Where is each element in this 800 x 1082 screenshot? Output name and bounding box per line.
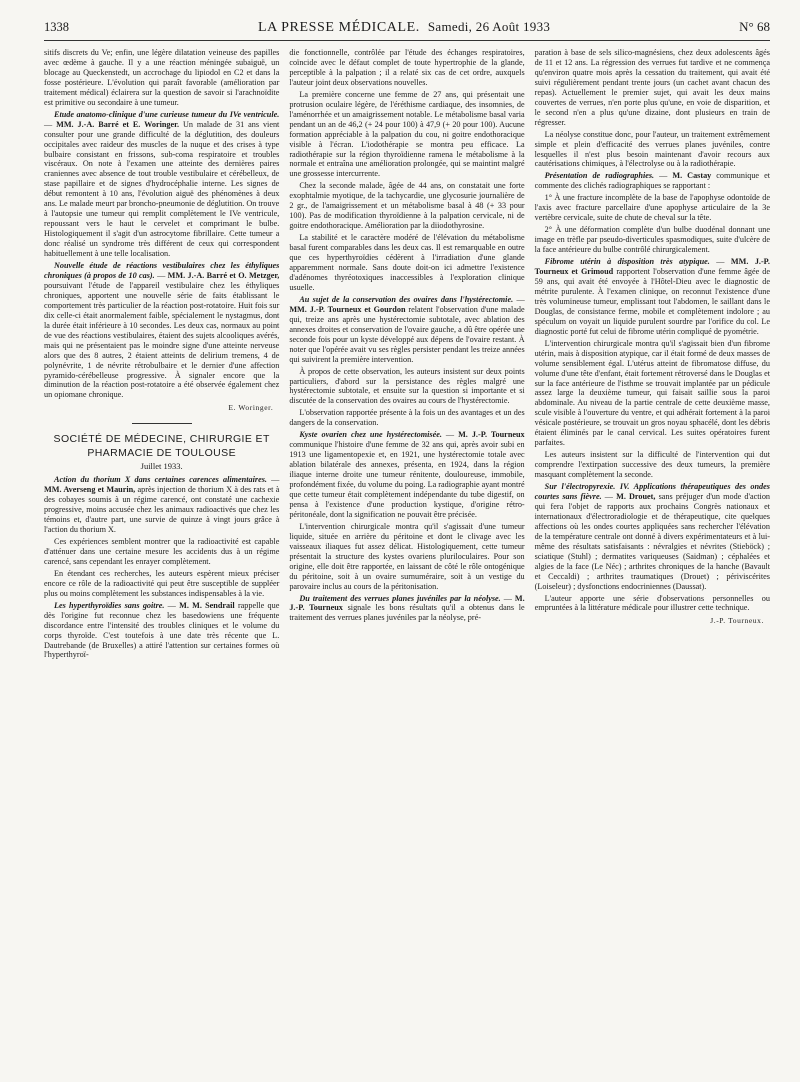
issue-number: N° 68 [739,19,770,34]
section-heading: Du traitement des verrues planes juvéniles par la néolyse. [299,593,501,603]
paragraph: En étendant ces recherches, les auteurs espèrent mieux préciser encore ce rôle de la radioactivité qui peut être susceptible de suppléer plus ou moins complètement les substances indispensables à la vie. [44,568,280,598]
signature: E. Woringer. [228,403,274,413]
column-2 [289,48,524,662]
paragraph: La stabilité et le caractère modéré de l'élévation du métabolisme basal furent comparables dans les deux cas. Il est remarquable en outre que ces hyperthyroïdies cédèrent à l'irradiation d'une glande apparemment normale. Sans doute doit-on ici admettre l'existence d'adénomes thyréotoxiques inaccessibles à l'exploration clinique usuelle. [289,233,525,292]
section-body: sans préjuger d'un mode d'action qui fera l'objet de rapports aux prochains Congrès nationaux et internationaux d'électroradiologie et de thérapeutique, cite quelques affections où les ondes courtes appliquées sans rechercher l'élévation de la température centrale ont donné à divers expérimentateurs et à lui-même des résultats satisfaisants : névralgies et névrites (Stieböck) ; sciatique (Stuhl) ; dermatites variqueuses (Saidman) ; céphalées et algies de la face (Le Néc) ; arthrites chroniques de la hanche (Bavault et Ceccaldi) ; arthrites traumatiques (Drouet) ; périviscérites (Loiseleur) ; dysfonctions endocriniennes (Daussat). [534,491,771,591]
section-authors: MM. J.-A. Barré et O. Metzger, [167,270,280,280]
paragraph: paration à base de sels silico-magnésiens, chez deux adolescents âgés de 11 et 12 ans. La régression des verrues fut tardive et ne commença qu'environ quatre mois après la cessation du traitement, qui avait été suivi régulièrement pendant trente jours (un cachet avant chacun des repas). Actuellement le premier sujet, qui avait les deux mains couvertes de verrues, n'en porte plus qu'une, en voie de disparition, et le second n'en a plus qu'une dizaine, dont plusieurs en train de régresser. [534,48,770,127]
section-authors: MM. J.-P. Tourneux et Gourdon [289,304,406,314]
section-body: rapportent l'observation d'une femme âgée de 59 ans, qui avait été envoyée à l'Hôtel-Dieu avec le diagnostic de métrite purulente. À l'examen clinique, on reconnut l'existence d'une très volumineuse tumeur, emplissant tout l'abdomen, le saillant dans le Douglas, de consistance ferme, mobile et complètement indolore ; au spéculum on voyait un liquide purulent sourdre par l'orifice du col. Le diagnostic porté fut celui de fibrome utérin compliqué de pyométrie. [534,267,770,336]
section-heading: Au sujet de la conservation des ovaires dans l'hystérectomie. [299,294,514,304]
section-authors: M. Castay [672,171,712,181]
section-body: après injection de thorium X à des rats et à des cobayes soumis à un régime carencé, ont constaté une cachexie progressive, moins accusée chez les animaux radioactivés que chez les témoins et, d'autre part, une survie de quinze à vingt jours grâce à l'action du thorium X. [44,485,280,535]
article-columns [44,48,770,662]
divider [132,423,192,424]
paragraph: L'intervention chirurgicale montra qu'il s'agissait d'une tumeur liquide, située en arrière du péritoine et dont le clivage avec les vaisseaux iliaques fut assez délicat. Histologiquement, cette tumeur présentait la structure des kystes ovariens pluriloculaires. Pour son origine, elle doit être rapportée, en laissant de côté le rôle ontogénique du péritoine, soit à un ovaire surnuméraire, soit à un vestige du parovaire inclus au cours de la péritonisation. [289,521,525,591]
section-arachnoid: Etude anatomo-clinique d'une curieuse tumeur du IVe ventricule. — MM. J.-A. Barré et E. Woringer. Un malade de 31 ans vient consulter pour une grande difficulté de la déglutition, des douleurs occipitales avec raideur des muscles de la nuque et des crises à type bulbaire consistant en frissons, sub-coma respiratoire et troubles viscéraux. On note à l'examen une atteinte des dernières paires craniennes avec absence de tout trouble vestibulaire et cérébelleux, de stase papillaire et de signes d'hydrocéphalie interne. Les signes de début remontent à 10 ans, l'évolution aiguë des phénomènes à deux ans. Le malade meurt par broncho-pneumonie de déglutition. On trouve à l'autopsie une tumeur qui remplit complètement le IVe ventricule, repoussant vers le haut le cervelet et comprimant le bulbe. Histologiquement il s'agit d'un astrocytome fibrillaire. Cette tumeur a donc réalisé un syndrome très différent de ceux qui correspondent habituellement à une telle localisation. [44,109,280,259]
page-number: 1338 [44,20,69,34]
section-radiographs: Présentation de radiographies. — M. Castay communique et commente des clichés radiographiques se rapportant : [534,171,770,191]
issue-date: Samedi, 26 Août 1933 [427,19,551,34]
society-date: Juillet 1933. [140,461,183,472]
paragraph: Ces expériences semblent montrer que la radioactivité est capable d'atténuer dans une certaine mesure les accidents dus à un régime carencé, sans cependant les enrayer complètement. [44,536,280,566]
list-item: 1° À une fracture incomplète de la base de l'apophyse odontoïde de l'axis avec fracture parcellaire d'une apophyse articulaire de la 3e vertèbre cervicale, suite de chute de cheval sur la tête. [534,193,770,223]
section-body: communique et commente des clichés radiographiques se rapportant : [534,171,770,191]
section-vestibular: Nouvelle étude de réactions vestibulaires chez les éthyliques chroniques (à propos de 10 cas). — MM. J.-A. Barré et O. Metzger, poursuivant l'étude de l'appareil vestibulaire chez les éthyliques chroniques, apportent une nouvelle série de faits établissant le comportement très particulier de la réaction post-rotatoire. Huit fois sur dix celle-ci était anormalement faible, spécialement le nystagmus, dont la durée était inférieure à 10 secondes. Les deux cas, normaux au point de vue des réactions vestibulaires, étaient des sujets alcooliques avérés, mais qui ne présentaient pas le moindre signe d'une atteinte nerveuse alors que des 8 autres, 2 étaient atteints de delirium tremens, 4 de polynévrite, 1 de névrite rétrobulbaire et le dernier d'une affection pyramido-cérébelleuse progressive. À signaler encore que la diminution de la réaction post-rotatoire a été observée également chez un opiomane chronique. [44,261,280,400]
section-body: communique l'histoire d'une femme de 32 ans qui, après avoir subi en 1913 une ligamentopexie et, en 1921, une hystérectomie totale avec ablation bilatérale des annexes, présenta, en 1924, dans la région iliaque interne droite une tumeur rénitente, douloureuse, immobile, profondément fixée, du volume du poing. La radiographie ayant montré que cette tumeur était complètement indépendante du tube digestif, on pensa à l'existence d'une production kystique, d'origine rétro-péritonéale, dont la signification ne pouvait être précisée. [289,440,525,519]
paragraph: La néolyse constitue donc, pour l'auteur, un traitement extrêmement simple et plein d'efficacité des verrues planes juvéniles, contre lesquelles il n'est plus besoin maintenant d'avoir recours aux cautérisations chimiques, à l'électrolyse ou à la radiothérapie. [534,129,770,169]
paragraph: La première concerne une femme de 27 ans, qui présentait une protrusion oculaire légère, de l'éréthisme cardiaque, des insomnies, de l'aménorrhée et un amaigrissement notable. Le métabolisme basal varia pendant un an de 46,2 (+ 24 pour 100) à 47,9 (+ 20 pour 100). Aucune formation appréciable à la palpation du cou, ni goitre endothoracique visible à l'écran. L'iodothérapie se montra peu efficace. La radiothérapie sur la région thyroïdienne ramena le métabolisme à la normale et entraîna une amélioration prolongée, qui se maintint malgré une grossesse intercurrente. [289,89,525,179]
paragraph: sitifs discrets du Ve; enfin, une légère dilatation veineuse des papilles avec œdème à gauche. Il y a une réaction méningée subaiguë, un blocage au Queckenstedt, un accrochage du lipiodol en C2 et dans la fosse postérieure. L'évolution qui paraît favorable (amélioration par traitement médical) éclairera sur la question de savoir si l'arachnoïdite est primitive ou secondaire à une tumeur. [44,48,280,107]
section-body: rappelle que dès l'origine fut reconnue chez les basedowiens une fréquente discordance entre l'intensité des troubles cliniques et le volume du corps thyroïde. C'est toutefois à une date très récente que L. Dautrebande (de Bruxelles) a attiré l'attention sur certaines formes où l'hyperthyroï- [44,600,280,660]
section-heading: Kyste ovarien chez une hystérectomisée. [299,430,442,440]
section-authors: MM. J.-P. Tourneux et Grimoud [534,257,770,277]
section-heading: Présentation de radiographies. [544,171,655,181]
section-fibroma: Fibrome utérin à disposition très atypique. — MM. J.-P. Tourneux et Grimoud rapportent l'observation d'une femme âgée de 59 ans, qui avait été envoyée à l'Hôtel-Dieu avec le diagnostic de métrite purulente. À l'examen clinique, on reconnut l'existence d'une très volumineuse tumeur, emplissant tout l'abdomen, le saillant dans le Douglas, de consistance ferme, mobile et complètement indolore ; au spéculum on voyait un liquide purulent sourdre par l'orifice du col. Le diagnostic porté fut celui de fibrome utérin compliqué de pyométrie. [534,257,770,336]
section-ovarian-cyst: Kyste ovarien chez une hystérectomisée. — M. J.-P. Tourneux communique l'histoire d'une femme de 32 ans qui, après avoir subi en 1913 une ligamentopexie et, en 1921, une hystérectomie totale avec ablation bilatérale des annexes, présenta, en 1924, dans la région iliaque interne droite une tumeur rénitente, douloureuse, immobile, profondément fixée, du volume du poing. La radiographie ayant montré que cette tumeur était complètement indépendante du tube digestif, on pensa à l'existence d'une production kystique, d'origine rétro-péritonéale, dont la signification ne pouvait être précisée. [289,430,525,519]
section-thorium: Action du thorium X dans certaines carences alimentaires. — MM. Averseng et Maurin, après injection de thorium X à des rats et à des cobayes soumis à un régime carencé, ont constaté une cachexie progressive, moins accusée chez les animaux radioactivés que chez les témoins et, d'autre part, une survie de quinze à vingt jours grâce à l'action du thorium X. [44,475,280,535]
section-authors: M. M. Sendrail [179,600,235,610]
signature: J.-P. Tourneux. [710,616,764,626]
list-item: 2° À une déformation complète d'un bulbe duodénal donnant une image en trèfle par pseudo-diverticules spasmodiques, suite d'ulcère de la face antérieure du bulbe contrôlé chirurgicalement. [534,225,770,255]
section-electropyrexia: Sur l'électropyrexie. IV. Applications thérapeutiques des ondes courtes sans fièvre. — M. Drouet, sans préjuger d'un mode d'action qui fera l'objet de rapports aux prochains Congrès nationaux et internationaux d'électroradiologie et de thérapeutique, cite quelques affections où les ondes courtes appliquées sans rechercher l'élévation de la température centrale ont donné à divers expérimentateurs et à lui-même des résultats satisfaisants : névralgies et névrites (Stieböck) ; sciatique (Stuhl) ; dermatites variqueuses (Saidman) ; céphalées et algies de la face (Le Néc) ; arthrites chroniques de la hanche (Bavault et Ceccaldi) ; arthrites traumatiques (Drouet) ; périviscérites (Loiseleur) ; dysfonctions endocriniennes (Daussat). [534,482,771,591]
journal-title: LA PRESSE MÉDICALE. [257,20,420,35]
section-body: poursuivant l'étude de l'appareil vestibulaire chez les éthyliques chroniques, apportent une nouvelle série de faits établissant le comportement très particulier de la réaction post-rotatoire. Huit fois sur dix celle-ci était anormalement faible, spécialement le nystagmus, dont la durée était inférieure à 10 secondes. Les deux cas, normaux au point de vue des réactions vestibulaires, étaient des sujets alcooliques avérés, mais qui ne présentaient pas le moindre signe d'une atteinte nerveuse alors que des 8 autres, 2 étaient atteints de delirium tremens, 4 de polynévrite, 1 de névrite rétrobulbaire et le dernier d'une affection pyramido-cérébelleuse progressive. À signaler encore que la diminution de la réaction post-rotatoire a été observée également chez un opiomane chronique. [44,280,280,400]
paragraph: Chez la seconde malade, âgée de 44 ans, on constatait une forte exophtalmie myotique, de la tachycardie, une glycosurie journalière de 2 gr., de l'amaigrissement et un métabolisme basal à 48 (+ 33 pour 100). Pas de modification thyroïdienne à la palpation cervicale, ni de goitre endothoracique. Amélioration par la diiodothyrosine. [289,181,525,231]
paragraph: À propos de cette observation, les auteurs insistent sur deux points particuliers, d'abord sur la persistance des règles malgré une hystérectomie subtotale, et ensuite sur la question si importante et si discutée de la conservation des ovaires au cours de l'hystérectomie. [289,366,525,406]
paragraph: Les auteurs insistent sur la difficulté de l'intervention qui dut comprendre l'extirpation successive des deux tumeurs, la première masquant complètement la seconde. [534,450,770,480]
section-body: relatent l'observation d'une malade qui, treize ans après une hystérectomie subtotale, avec ablation des annexes droites et conservation de l'ovaire gauche, a dû être opérée une seconde fois pour un kyste développé aux dépens de l'ovaire restant. À noter que l'opérée avait vu ses règles persister pendant les treize années qui suivirent la première intervention. [289,304,525,364]
section-heading: Action du thorium X dans certaines carences alimentaires. [54,475,267,485]
header-center [258,18,550,36]
section-authors: MM. J.-A. Barré et E. Woringer. [56,119,180,129]
section-heading: Fibrome utérin à disposition très atypique. [544,257,710,267]
section-warts: Du traitement des verrues planes juvéniles par la néolyse. — M. J.-P. Tourneux signale les bons résultats qu'il a obtenus dans le traitement des verrues planes juvéniles par la néolyse, pré- [289,593,525,623]
section-heading: Les hyperthyroïdies sans goitre. [54,600,165,610]
section-authors: M. Drouet, [616,491,656,501]
paragraph: die fonctionnelle, contrôlée par l'étude des échanges respiratoires, coïncide avec le défaut complet de toute hypertrophie de la glande, perceptible à la palpation ; il a relaté six cas de cet ordre, auxquels l'auteur joint deux observations nouvelles. [289,48,525,87]
section-ovaries: Au sujet de la conservation des ovaires dans l'hystérectomie. — MM. J.-P. Tourneux et Gourdon relatent l'observation d'une malade qui, treize ans après une hystérectomie subtotale, avec ablation des annexes droites et conservation de l'ovaire gauche, a dû être opérée une seconde fois pour un kyste développé aux dépens de l'ovaire restant. À noter que l'opérée avait vu ses règles persister pendant les treize années qui suivirent la première intervention. [289,294,525,364]
section-heading: Etude anatomo-clinique d'une curieuse tumeur du IVe ventricule. [54,109,280,119]
section-heading: Sur l'électropyrexie. IV. Applications thérapeutiques des ondes courtes sans fièvre. [534,482,770,501]
paragraph: L'auteur apporte une série d'observations personnelles ou empruntées à la littérature médicale pour illustrer cette technique. [534,593,770,613]
column-1 [44,48,279,662]
society-heading: SOCIÉTÉ DE MÉDECINE, CHIRURGIE ET PHARMACIE DE TOULOUSE [53,433,270,460]
paragraph: L'intervention chirurgicale montra qu'il s'agissait bien d'un fibrome utérin, mais à disposition atypique, car il était formé de deux masses de volume sensiblement égal. L'utérus atteint de fibromatose diffuse, du volume d'une tête d'enfant, était fortement rétroversé dans le Douglas et sur la face antérieure de l'isthme se trouvait implantée par un pédicule assez large la deuxième tumeur, qui faisait saillie sous la paroi abdominale. Au niveau de la partie centrale de cette deuxième masse, scule visible à l'ouverture du ventre, et qui adhérait fortement à la paroi vésicale postérieure, se trouvait un gros noyau sphacélé, dont les débris étaient éliminés par le canal cervical. Les suites opératoires furent parfaites. [534,338,770,448]
section-body: Un malade de 31 ans vient consulter pour une grande difficulté de la déglutition, des douleurs occipitales avec raideur des muscles de la nuque et des crises à type bulbaire consistant en frissons, sub-coma respiratoire et troubles viscéraux. On note à l'examen une atteinte des dernières paires craniennes avec absence de tout trouble vestibulaire et cérébelleux, de stase papillaire et de signes d'hydrocéphalie interne. Les signes de début remontent à 10 ans, l'évolution aiguë des phénomènes à deux ans. Le malade meurt par broncho-pneumonie de déglutition. On trouve à l'autopsie une tumeur qui remplit complètement le IVe ventricule, repoussant vers le haut le cervelet et comprimant le bulbe. Histologiquement il s'agit d'un astrocytome fibrillaire. Cette tumeur a donc réalisé un syndrome très différent de ceux qui correspondent habituellement à une telle localisation. [44,119,280,259]
section-authors: M. J.-P. Tourneux [289,593,525,613]
section-authors: M. J.-P. Tourneux [458,430,525,440]
section-authors: MM. Averseng et Maurin, [44,485,136,495]
section-hyperthyroid: Les hyperthyroïdies sans goitre. — M. M. Sendrail rappelle que dès l'origine fut reconnue chez les basedowiens une fréquente discordance entre l'intensité des troubles cliniques et le volume du corps thyroïde. C'est toutefois à une date très récente que L. Dautrebande (de Bruxelles) a attiré l'attention sur certaines formes où l'hyperthyroï- [44,600,280,660]
page-header [44,18,770,41]
paragraph: L'observation rapportée présente à la fois un des avantages et un des dangers de la conservation. [289,408,525,428]
section-heading: Nouvelle étude de réactions vestibulaires chez les éthyliques chroniques (à propos de 10 cas). [44,261,280,280]
section-body: signale les bons résultats qu'il a obtenus dans le traitement des verrues planes juvéniles par la néolyse, pré- [289,603,525,623]
column-3 [535,48,770,662]
